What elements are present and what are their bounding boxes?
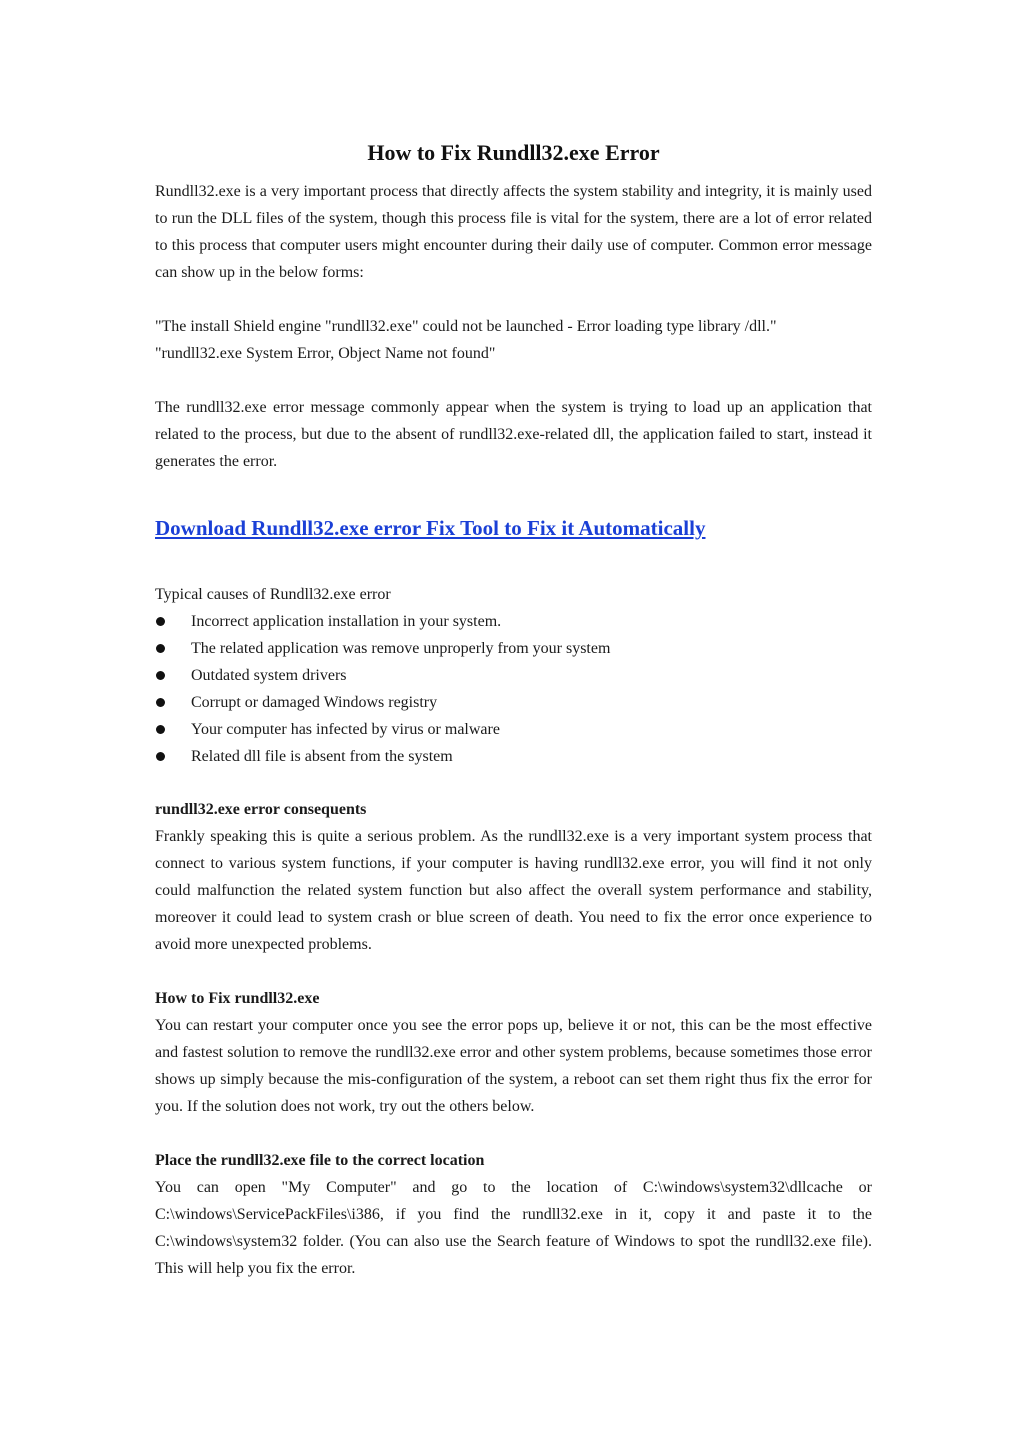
spacer [155,1120,872,1147]
spacer [155,770,872,796]
causes-list [155,608,872,770]
list-item-text: Your computer has infected by virus or malware [191,721,500,738]
intro-paragraph: Rundll32.exe is a very important process that directly affects the system stability and integrity, it is mainly used to run the DLL files of the system, though this process file is vital for the system, there are a lot of error related to this process that computer users might encounter during their daily use of computer. Common error message can show up in the below forms: [155,183,872,281]
error-message-2: "rundll32.exe System Error, Object Name not found" [155,345,496,362]
bullet-icon [156,698,165,707]
how-to-fix-paragraph: You can restart your computer once you see the error pops up, believe it or not, this can be the most effective and fastest solution to remove the rundll32.exe error and other system problems, because sometimes those error shows up simply because the mis-configuration of the system, a reboot can set them right thus fix the error for you. If the solution does not work, try out the others below. [155,1017,872,1115]
page-title: How to Fix Rundll32.exe Error [367,140,660,165]
bullet-icon [156,725,165,734]
causes-intro: Typical causes of Rundll32.exe error [155,586,391,603]
list-item [155,608,872,635]
error-message-1: "The install Shield engine "rundll32.exe" could not be launched - Error loading type library /dll." [155,318,777,335]
consequents-paragraph: Frankly speaking this is quite a serious problem. As the rundll32.exe is a very important system process that connect to various system functions, if your computer is having rundll32.exe error, you will find it not only could malfunction the related system function but also affect the overall system performance and stability, moreover it could lead to system crash or blue screen of death. You need to fix the error once experience to avoid more unexpected problems. [155,828,872,953]
list-item-text: Related dll file is absent from the system [191,748,453,765]
spacer [155,286,872,313]
explanation-paragraph: The rundll32.exe error message commonly appear when the system is trying to load up an application that related to the process, but due to the absent of rundll32.exe-related dll, the application failed to start, instead it generates the error. [155,399,872,470]
place-file-heading: Place the rundll32.exe file to the correct location [155,1152,485,1169]
bullet-icon [156,752,165,761]
spacer [155,958,872,985]
list-item [155,743,872,770]
spacer [155,475,872,513]
list-item-text: Corrupt or damaged Windows registry [191,694,438,711]
spacer [155,543,872,581]
bullet-icon [156,671,165,680]
spacer [155,367,872,394]
list-item-text: Incorrect application installation in your system. [191,613,502,630]
list-item-text: Outdated system drivers [191,667,347,684]
download-fix-tool-link[interactable]: Download Rundll32.exe error Fix Tool to Fix it Automatically [155,516,706,540]
bullet-icon [156,617,165,626]
list-item [155,689,872,716]
consequents-heading: rundll32.exe error consequents [155,801,367,818]
how-to-fix-heading: How to Fix rundll32.exe [155,990,320,1007]
list-item [155,635,872,662]
bullet-icon [156,644,165,653]
list-item-text: The related application was remove unproperly from your system [191,640,611,657]
place-file-paragraph: You can open "My Computer" and go to the location of C:\windows\system32\dllcache or C:\windows\ServicePackFiles\i386, if you find the rundll32.exe in it, copy it and paste it to the C:\windows\system32 folder. (You can also use the Search feature of Windows to spot the rundll32.exe file). This will help you fix the error. [155,1179,872,1277]
list-item [155,662,872,689]
document-page [155,138,872,1282]
list-item [155,716,872,743]
